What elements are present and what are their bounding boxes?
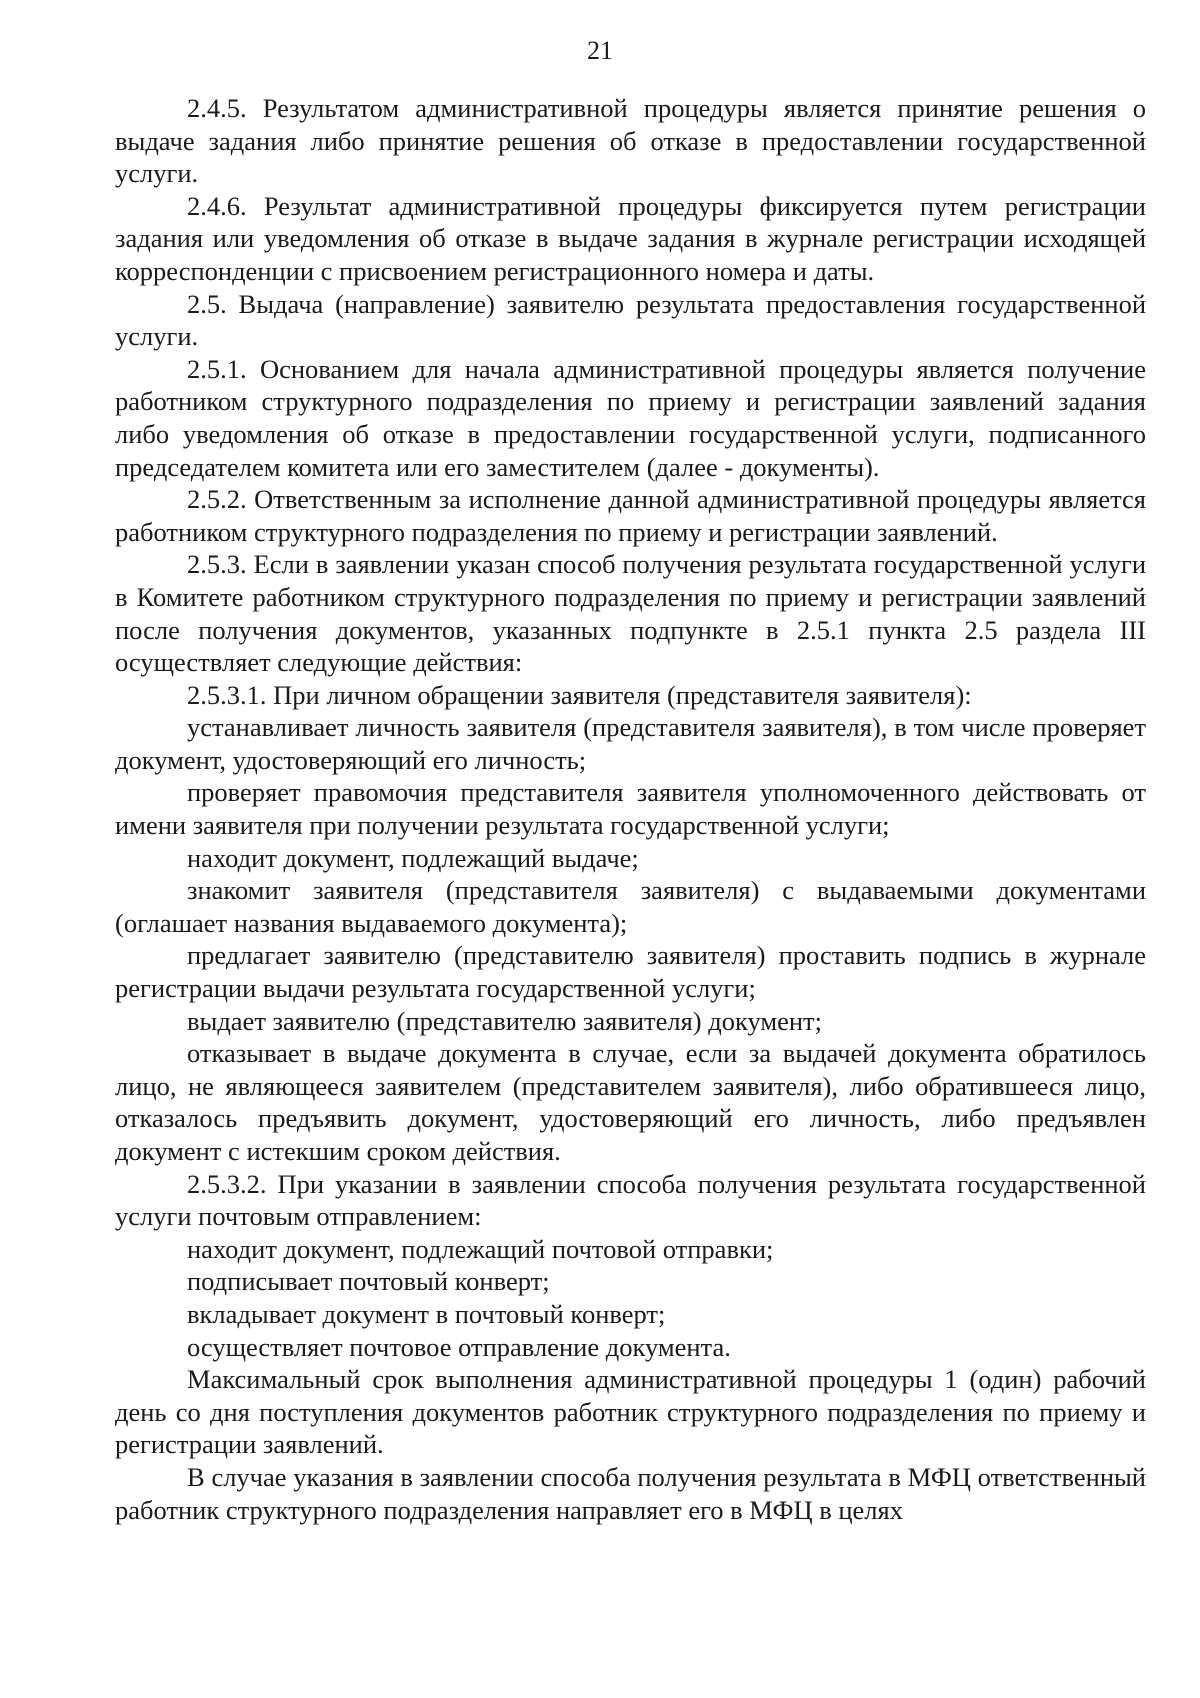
paragraph: подписывает почтовый конверт; bbox=[187, 1266, 550, 1297]
paragraph: предлагает заявителю (представителю заявителя) проставить подпись в журнале регистрации выдачи результата государственной услуги; bbox=[115, 940, 1146, 1004]
paragraph: проверяет правомочия представителя заявителя уполномоченного действовать от имени заявителя при получении результата государственной услуги; bbox=[115, 777, 1146, 841]
paragraph: устанавливает личность заявителя (представителя заявителя), в том числе проверяет документ, удостоверяющий его личность; bbox=[115, 712, 1146, 775]
paragraph: 2.5.3.2. При указании в заявлении способа получения результата государственной услуги почтовым отправлением: bbox=[115, 1168, 1146, 1232]
paragraph: 2.4.5. Результатом административной процедуры является принятие решения о выдаче задания либо принятие решения об отказе в предоставлении государственной услуги. bbox=[115, 93, 1146, 189]
paragraph: знакомит заявителя (представителя заявителя) с выдаваемыми документами (оглашает названия выдаваемого документа); bbox=[115, 875, 1146, 938]
paragraph: 2.4.6. Результат административной процедуры фиксируется путем регистрации задания или уведомления об отказе в выдаче задания в журнале регистрации исходящей корреспонденции с присвоением регистрационного номера и даты. bbox=[115, 190, 1146, 286]
paragraph: В случае указания в заявлении способа получения результата в МФЦ ответственный работник структурного подразделения направляет его в МФЦ в целях bbox=[115, 1461, 1146, 1525]
page-number: 21 bbox=[587, 36, 613, 65]
paragraph: осуществляет почтовое отправление документа. bbox=[187, 1331, 731, 1362]
paragraph: находит документ, подлежащий выдаче; bbox=[187, 842, 639, 873]
paragraph: 2.5.3.1. При личном обращении заявителя (представителя заявителя): bbox=[187, 679, 972, 710]
paragraph: отказывает в выдаче документа в случае, если за выдачей документа обратилось лицо, не являющееся заявителем (представителем заявителя), либо обратившееся лицо, отказалось предъявить документ, удостоверяющий его личность, либо предъявлен документ с истекшим сроком действия. bbox=[115, 1038, 1146, 1166]
paragraph: находит документ, подлежащий почтовой отправки; bbox=[187, 1233, 774, 1264]
document-body bbox=[115, 92, 1146, 1526]
paragraph: 2.5.3. Если в заявлении указан способ получения результата государственной услуги в Комитете работником структурного подразделения по приему и регистрации заявлений после получения документов, указанных подпункте в 2.5.1 пункта 2.5 раздела III осуществляет следующие действия: bbox=[115, 549, 1146, 678]
paragraph: Максимальный срок выполнения административной процедуры 1 (один) рабочий день со дня поступления документов работник структурного подразделения по приему и регистрации заявлений. bbox=[115, 1364, 1146, 1460]
paragraph: 2.5.2. Ответственным за исполнение данной административной процедуры является работником структурного подразделения по приему и регистрации заявлений. bbox=[115, 484, 1146, 547]
paragraph: 2.5. Выдача (направление) заявителю результата предоставления государственной услуги. bbox=[115, 288, 1146, 352]
paragraph: 2.5.1. Основанием для начала административной процедуры является получение работником структурного подразделения по приему и регистрации заявлений задания либо уведомления об отказе в предоставлении государственной услуги, подписанного председателем комитета или его заместителем (далее - документы). bbox=[115, 353, 1146, 482]
paragraph: вкладывает документ в почтовый конверт; bbox=[187, 1298, 666, 1329]
paragraph: выдает заявителю (представителю заявителя) документ; bbox=[187, 1005, 823, 1036]
